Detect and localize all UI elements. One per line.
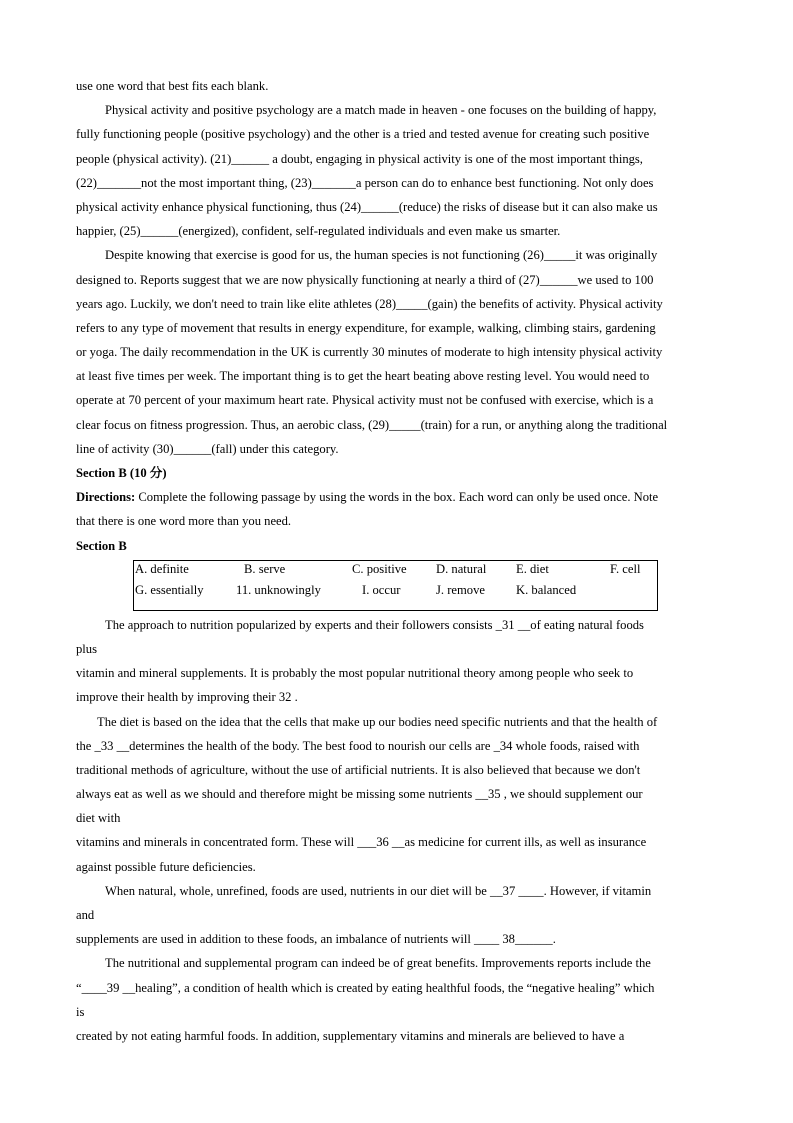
passage-line: traditional methods of agriculture, without the use of artificial nutrients. It is also believed that because we don't [76,762,641,777]
document-page [76,74,718,1048]
passage-line: designed to. Reports suggest that we are now physically functioning at nearly a third of (27)______we used to 100 [76,272,654,287]
word-option: J. remove [436,582,485,597]
passage-line: Despite knowing that exercise is good for us, the human species is not functioning (26)_____it was originally [105,248,658,263]
word-option: G. essentially [135,582,204,597]
word-option: E. diet [516,561,549,576]
passage-line: vitamins and minerals in concentrated form. These will ___36 __as medicine for current ills, as well as insurance [76,835,647,850]
word-option: B. serve [244,561,286,576]
passage-line: the _33 __determines the health of the body. The best food to nourish our cells are _34 whole foods, raised with [76,738,640,753]
word-option: C. positive [352,561,407,576]
passage-line: The approach to nutrition popularized by experts and their followers consists _31 __of eating natural foods [105,617,644,632]
passage-line: created by not eating harmful foods. In addition, supplementary vitamins and minerals are believed to have a [76,1028,625,1043]
word-option: D. natural [436,561,487,576]
passage-line: is [76,1004,85,1019]
passage-line: When natural, whole, unrefined, foods are used, nutrients in our diet will be __37 ____. However, if vitamin [105,883,652,898]
passage-line: always eat as well as we should and therefore might be missing some nutrients __35 , we should supplement our [76,787,643,802]
passage-line: Physical activity and positive psychology are a match made in heaven - one focuses on the building of happy, [105,103,657,118]
passage-line: refers to any type of movement that results in energy expenditure, for example, walking, climbing stairs, gardening [76,320,656,335]
passage-line: fully functioning people (positive psychology) and the other is a tried and tested avenue for creating such positive [76,127,650,142]
word-option: 11. unknowingly [236,582,321,597]
word-option: A. definite [135,561,189,576]
passage-line: clear focus on fitness progression. Thus, an aerobic class, (29)_____(train) for a run, or anything along the traditional [76,417,668,432]
passage-line: people (physical activity). (21)______ a doubt, engaging in physical activity is one of the most important things, [76,151,643,166]
passage-line: physical activity enhance physical functioning, thus (24)______(reduce) the risks of disease but it can also make us [76,199,658,214]
passage-line: vitamin and mineral supplements. It is probably the most popular nutritional theory among people who seek to [76,666,634,681]
directions-line: that there is one word more than you need. [76,514,292,529]
passage-line: and [76,908,95,922]
word-box [133,560,658,611]
passage-line: improve their health by improving their 32 . [76,690,298,705]
directions-label: Directions: [76,490,136,505]
word-option: F. cell [610,561,641,576]
directions [76,485,718,509]
passage-line: “____39 __healing”, a condition of health which is created by eating healthful foods, the “negative healing” which [76,980,655,995]
passage-line: line of activity (30)______(fall) under this category. [76,441,339,456]
passage-line: at least five times per week. The important thing is to get the heart beating above resting level. You would need to [76,369,650,384]
passage-line: (22)_______not the most important thing, (23)_______a person can do to enhance best functioning. Not only does [76,175,654,190]
section-b-subtitle: Section B [76,538,127,553]
passage-line: The nutritional and supplemental program can indeed be of great benefits. Improvements reports include the [105,956,651,971]
passage-line: diet with [76,811,121,826]
directions-text: Complete the following passage by using the words in the box. Each word can only be used once. Note [135,490,659,505]
section-b-passage [76,613,718,1048]
section-b-title: Section B (10 分) [76,466,167,480]
passage-line: against possible future deficiencies. [76,859,256,874]
intro-line: use one word that best fits each blank. [76,79,269,93]
passage-line: years ago. Luckily, we don't need to train like elite athletes (28)_____(gain) the benefits of activity. Physical activity [76,296,663,311]
passage-line: plus [76,641,97,656]
passage-line: supplements are used in addition to these foods, an imbalance of nutrients will ____ 38______. [76,932,556,947]
section-a-passage [76,98,718,461]
passage-line: happier, (25)______(energized), confident, self-regulated individuals and even make us smarter. [76,224,561,239]
passage-line: or yoga. The daily recommendation in the UK is currently 30 minutes of moderate to high intensity physical activity [76,345,663,360]
passage-line: operate at 70 percent of your maximum heart rate. Physical activity must not be confused with exercise, which is a [76,393,654,408]
passage-line: The diet is based on the idea that the cells that make up our bodies need specific nutrients and that the health of [97,714,658,729]
word-option: K. balanced [516,582,577,597]
word-option: I. occur [362,582,401,597]
